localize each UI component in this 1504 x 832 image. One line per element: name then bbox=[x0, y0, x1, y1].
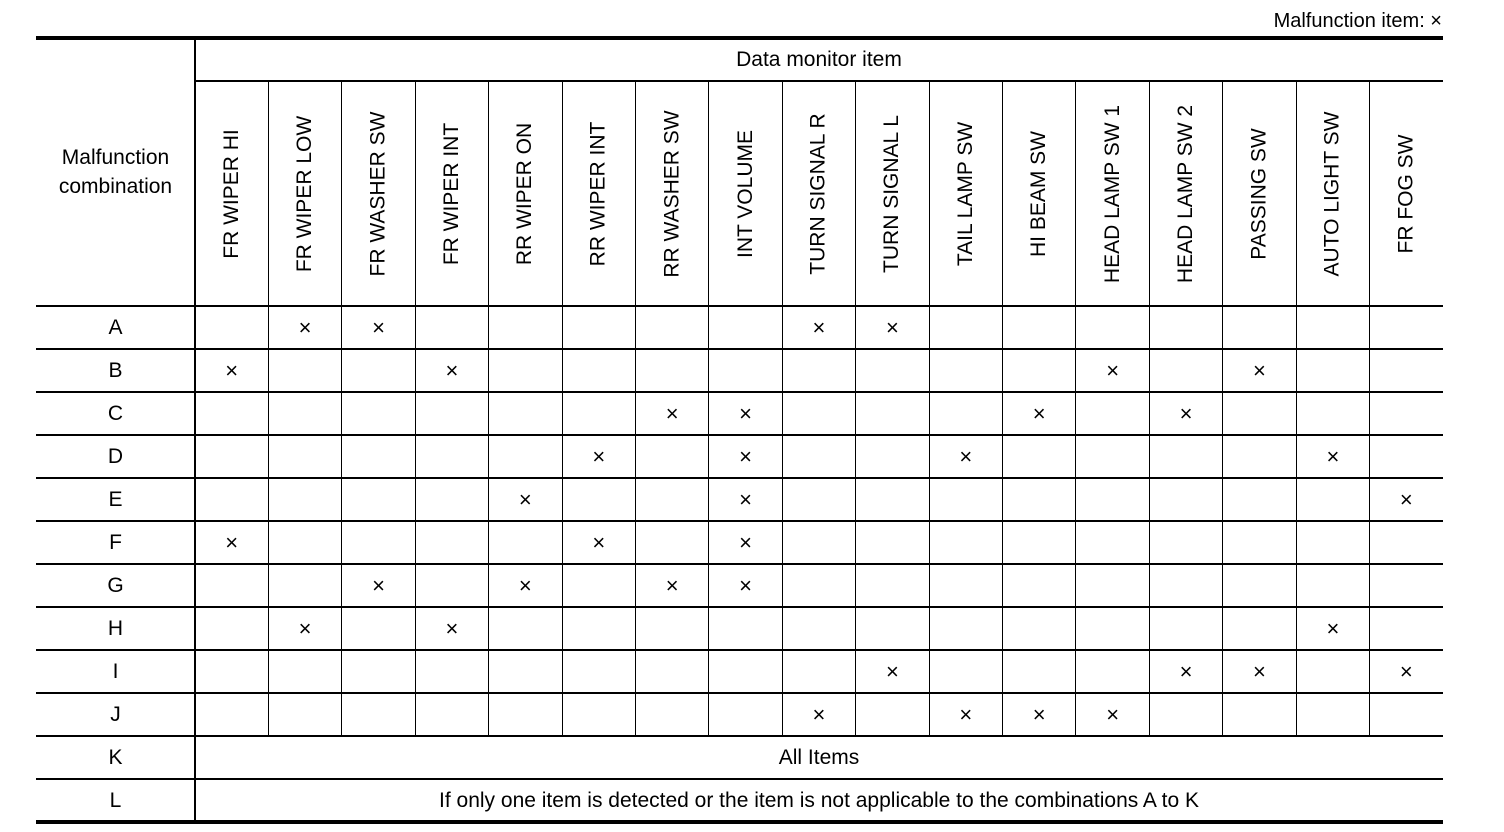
column-header bbox=[268, 81, 341, 306]
malfunction-mark: × bbox=[592, 529, 606, 555]
malfunction-mark: × bbox=[445, 615, 459, 641]
malfunction-mark: × bbox=[592, 443, 606, 469]
row-label: D bbox=[107, 445, 124, 468]
row-label: B bbox=[108, 359, 123, 382]
row-span-text: All Items bbox=[778, 746, 860, 769]
column-header-label: TURN SIGNAL L bbox=[880, 114, 904, 273]
column-header bbox=[1076, 81, 1149, 306]
column-header-label: TURN SIGNAL R bbox=[806, 112, 830, 275]
column-header-label: HI BEAM SW bbox=[1027, 130, 1051, 257]
malfunction-mark: × bbox=[739, 529, 752, 555]
malfunction-mark: × bbox=[1032, 400, 1046, 426]
column-header-label: RR WASHER SW bbox=[660, 109, 684, 278]
column-header bbox=[1149, 81, 1222, 306]
row-header: Malfunction combination bbox=[58, 146, 173, 198]
column-header bbox=[415, 81, 488, 306]
column-header bbox=[635, 81, 708, 306]
malfunction-mark: × bbox=[739, 400, 752, 426]
column-header bbox=[856, 81, 929, 306]
column-header-label: RR WIPER INT bbox=[586, 121, 610, 266]
malfunction-mark: × bbox=[298, 615, 312, 641]
malfunction-mark: × bbox=[372, 572, 385, 598]
malfunction-mark: × bbox=[1179, 400, 1193, 426]
column-header bbox=[342, 81, 415, 306]
column-header bbox=[1223, 81, 1296, 306]
malfunction-mark: × bbox=[1179, 658, 1193, 684]
malfunction-mark: × bbox=[518, 572, 532, 598]
malfunction-mark: × bbox=[1326, 615, 1340, 641]
column-header bbox=[489, 81, 562, 306]
row-label: F bbox=[109, 531, 122, 554]
malfunction-mark: × bbox=[445, 357, 459, 383]
malfunction-mark: × bbox=[739, 443, 752, 469]
column-header-label: FR WIPER HI bbox=[219, 128, 243, 259]
row-label: L bbox=[109, 789, 122, 812]
column-header-label: FR WIPER LOW bbox=[293, 115, 317, 272]
column-header bbox=[929, 81, 1002, 306]
malfunction-mark: × bbox=[812, 701, 826, 727]
row-label: G bbox=[107, 574, 124, 597]
group-header: Data monitor item bbox=[736, 48, 902, 71]
column-header bbox=[562, 81, 635, 306]
malfunction-mark: × bbox=[739, 486, 752, 512]
malfunction-mark: × bbox=[1253, 658, 1266, 684]
column-header bbox=[1003, 81, 1076, 306]
malfunction-mark: × bbox=[665, 572, 679, 598]
column-header-label: INT VOLUME bbox=[733, 129, 757, 258]
malfunction-mark: × bbox=[665, 400, 679, 426]
column-header-label: TAIL LAMP SW bbox=[953, 121, 977, 266]
malfunction-mark: × bbox=[959, 701, 973, 727]
row-label: H bbox=[107, 617, 124, 640]
row-label: A bbox=[108, 316, 123, 339]
column-header-label: HEAD LAMP SW 1 bbox=[1100, 104, 1124, 283]
column-header bbox=[195, 81, 268, 306]
legend-text: Malfunction item: × bbox=[1273, 10, 1442, 32]
column-header-label: PASSING SW bbox=[1247, 127, 1271, 260]
row-label: E bbox=[108, 488, 123, 511]
row-label: I bbox=[112, 660, 119, 683]
row-label: J bbox=[110, 703, 121, 726]
malfunction-mark: × bbox=[885, 314, 899, 340]
column-header-label: FR WIPER INT bbox=[439, 122, 463, 265]
row-label: C bbox=[107, 402, 124, 425]
malfunction-mark: × bbox=[1326, 443, 1340, 469]
column-header bbox=[709, 81, 782, 306]
row-label: K bbox=[108, 746, 123, 769]
column-header-label: AUTO LIGHT SW bbox=[1320, 111, 1344, 276]
column-header bbox=[782, 81, 855, 306]
malfunction-mark: × bbox=[1032, 701, 1046, 727]
row-span-text: If only one item is detected or the item is not applicable to the combinations A to K bbox=[439, 789, 1199, 812]
malfunction-mark: × bbox=[739, 572, 752, 598]
malfunction-mark: × bbox=[298, 314, 312, 340]
column-header bbox=[1296, 81, 1369, 306]
column-header-label: FR FOG SW bbox=[1394, 134, 1418, 253]
malfunction-mark: × bbox=[885, 658, 899, 684]
malfunction-mark: × bbox=[1399, 486, 1413, 512]
column-header-label: HEAD LAMP SW 2 bbox=[1174, 104, 1198, 283]
column-header-label: RR WIPER ON bbox=[513, 122, 537, 265]
malfunction-mark: × bbox=[1253, 357, 1266, 383]
malfunction-mark: × bbox=[225, 529, 239, 555]
column-header bbox=[1370, 81, 1443, 306]
malfunction-mark: × bbox=[959, 443, 973, 469]
malfunction-mark: × bbox=[1106, 701, 1120, 727]
column-header-label: FR WASHER SW bbox=[366, 111, 390, 276]
malfunction-mark: × bbox=[225, 357, 239, 383]
malfunction-mark: × bbox=[812, 314, 826, 340]
malfunction-mark: × bbox=[518, 486, 532, 512]
malfunction-mark: × bbox=[1399, 658, 1413, 684]
malfunction-mark: × bbox=[1106, 357, 1120, 383]
malfunction-mark: × bbox=[372, 314, 385, 340]
